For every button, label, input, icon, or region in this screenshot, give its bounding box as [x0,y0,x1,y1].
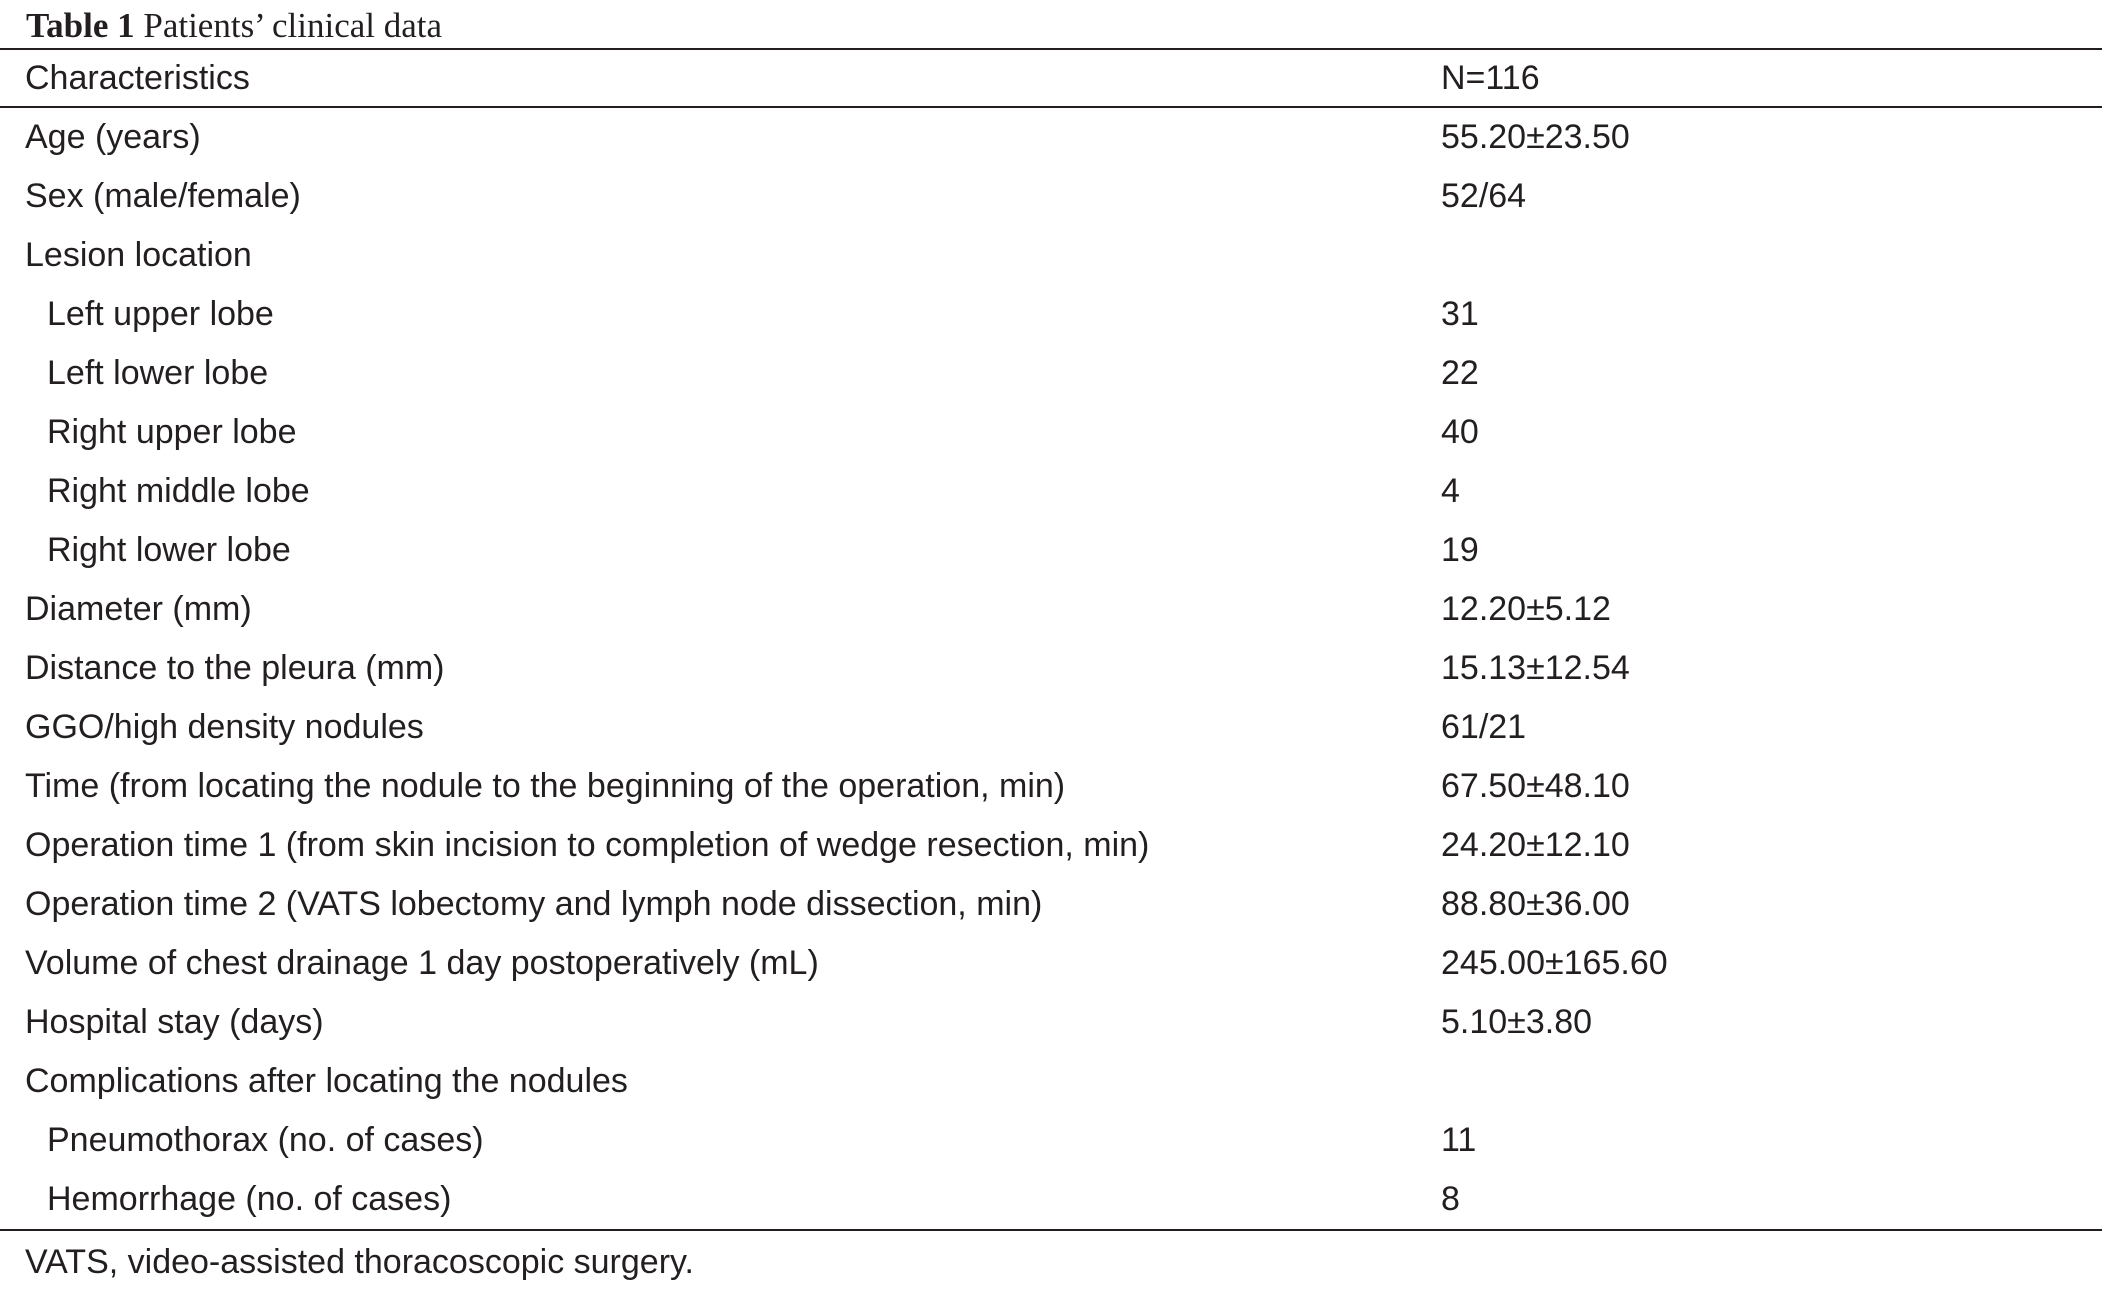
header-characteristics: Characteristics [25,58,250,97]
row-label: Right lower lobe [47,531,291,569]
row-label: Distance to the pleura (mm) [25,649,445,687]
row-label: Lesion location [25,236,252,274]
row-label: Left lower lobe [47,354,269,392]
row-value: 61/21 [1441,708,1527,746]
row-label: Right upper lobe [47,413,297,451]
row-label: Hemorrhage (no. of cases) [47,1180,452,1218]
row-label: Complications after locating the nodules [25,1062,628,1100]
table-row [0,521,2102,580]
row-value: 5.10±3.80 [1441,1003,1593,1041]
row-value: 22 [1441,354,1479,392]
table-footnote: VATS, video-assisted thoracoscopic surgery. [25,1243,694,1281]
table-row [0,1170,2102,1229]
table-row [0,934,2102,993]
table-caption [26,4,442,48]
table-row [0,580,2102,639]
table-header [0,50,2102,106]
row-label: Sex (male/female) [25,177,301,215]
header-n: N=116 [1441,58,1540,97]
table-row [0,226,2102,285]
row-value: 12.20±5.12 [1441,590,1611,628]
table-row [0,875,2102,934]
row-value: 88.80±36.00 [1441,885,1630,923]
row-label: GGO/high density nodules [25,708,424,746]
row-value: 8 [1441,1180,1460,1218]
table-row [0,462,2102,521]
row-label: Diameter (mm) [25,590,252,628]
row-label: Hospital stay (days) [25,1003,324,1041]
table-row [0,1111,2102,1170]
row-label: Operation time 1 (from skin incision to completion of wedge resection, min) [25,826,1150,864]
table-row [0,285,2102,344]
table-row [0,757,2102,816]
row-value: 11 [1441,1121,1477,1159]
table-row [0,108,2102,167]
table-row [0,639,2102,698]
row-value: 67.50±48.10 [1441,767,1630,805]
row-label: Left upper lobe [47,295,274,333]
table-row [0,1052,2102,1111]
row-value: 52/64 [1441,177,1527,215]
table-row [0,403,2102,462]
row-value: 55.20±23.50 [1441,118,1630,156]
table-row [0,993,2102,1052]
row-label: Time (from locating the nodule to the beginning of the operation, min) [25,767,1066,805]
row-value: 19 [1441,531,1479,569]
row-label: Volume of chest drainage 1 day postoperatively (mL) [25,944,819,982]
row-label: Right middle lobe [47,472,310,510]
row-label: Age (years) [25,118,201,156]
table-title: Patients’ clinical data [143,6,443,45]
row-value: 31 [1441,295,1479,333]
table-row [0,344,2102,403]
table-row [0,816,2102,875]
table-number: Table 1 [26,6,135,45]
row-value: 15.13±12.54 [1441,649,1630,687]
row-label: Operation time 2 (VATS lobectomy and lymph node dissection, min) [25,885,1043,923]
table-row [0,167,2102,226]
row-value: 245.00±165.60 [1441,944,1668,982]
bottom-rule [0,1229,2102,1231]
row-value: 4 [1441,472,1460,510]
row-label: Pneumothorax (no. of cases) [47,1121,484,1159]
row-value: 24.20±12.10 [1441,826,1630,864]
table-row [0,698,2102,757]
row-value: 40 [1441,413,1479,451]
